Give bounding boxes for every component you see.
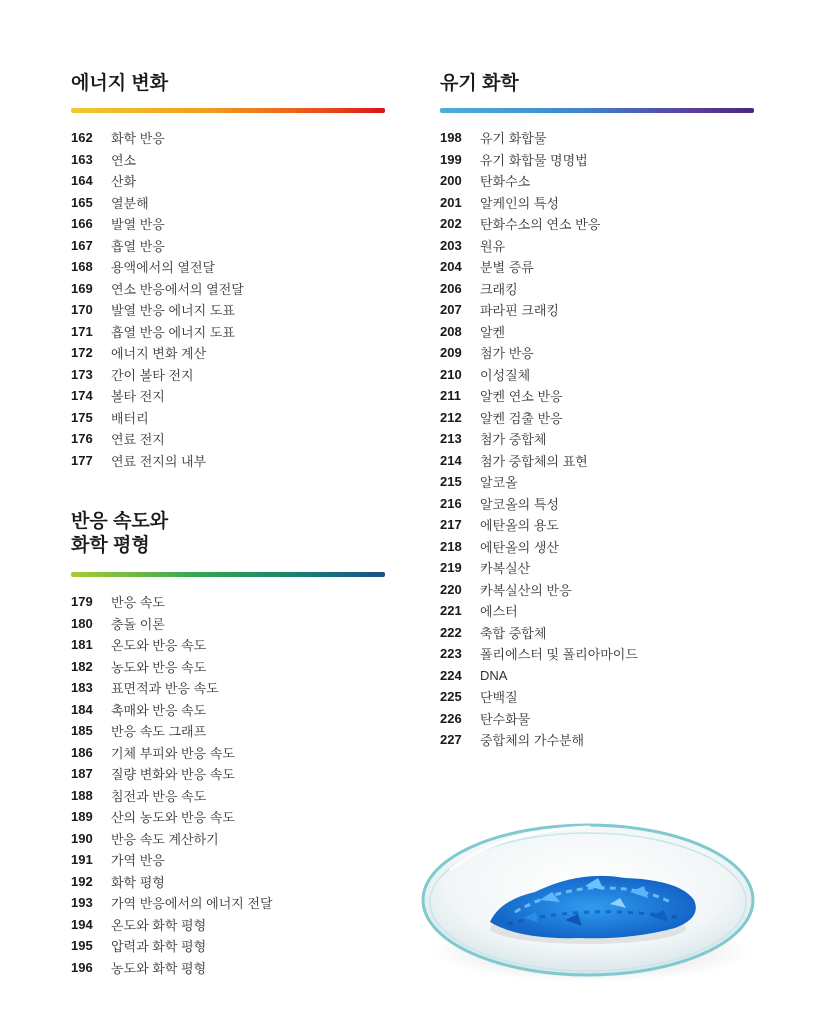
- toc-entry[interactable]: [71, 321, 385, 343]
- toc-entry[interactable]: [71, 450, 385, 472]
- entry-title: 용액에서의 열전달: [111, 260, 216, 276]
- page-number: 207: [440, 302, 462, 318]
- entry-title: 반응 속도 그래프: [111, 724, 207, 740]
- entry-title: 유기 화합물 명명법: [480, 152, 588, 168]
- entry-title: 알코올: [480, 475, 518, 491]
- page-number: 171: [71, 323, 93, 339]
- entry-title: 첨가 중합체의 표현: [480, 453, 588, 469]
- entry-title: 질량 변화와 반응 속도: [111, 767, 235, 783]
- page-number: 163: [71, 151, 93, 167]
- page-number: 202: [440, 216, 462, 232]
- page-number: 190: [71, 830, 93, 846]
- toc-entry[interactable]: [71, 407, 385, 429]
- page-number: 204: [440, 259, 462, 275]
- toc-entry[interactable]: [440, 213, 754, 235]
- toc-entry[interactable]: [440, 278, 754, 300]
- entry-title: 카복실산의 반응: [480, 582, 572, 598]
- toc-entry[interactable]: [440, 686, 754, 708]
- toc-list: [440, 127, 754, 751]
- page-number: 219: [440, 560, 462, 576]
- page-number: 165: [71, 194, 93, 210]
- entry-title: 파라핀 크래킹: [480, 303, 559, 319]
- toc-entry[interactable]: [440, 170, 754, 192]
- entry-title: 탄수화물: [480, 711, 531, 727]
- page-number: 223: [440, 646, 462, 662]
- entry-title: DNA: [480, 667, 508, 683]
- toc-entry[interactable]: [440, 149, 754, 171]
- page-number: 227: [440, 732, 462, 748]
- toc-entry[interactable]: [440, 579, 754, 601]
- page-number: 194: [71, 916, 93, 932]
- entry-title: 에탄올의 생산: [480, 539, 559, 555]
- toc-entry[interactable]: [440, 127, 754, 149]
- entry-title: 분별 증류: [480, 260, 534, 276]
- toc-entry[interactable]: [440, 364, 754, 386]
- entry-title: 충돌 이론: [111, 616, 165, 632]
- toc-entry[interactable]: [440, 643, 754, 665]
- page-number: 217: [440, 517, 462, 533]
- toc-entry[interactable]: [71, 364, 385, 386]
- page-number: 201: [440, 194, 462, 210]
- entry-title: 에스터: [480, 604, 518, 620]
- toc-entry[interactable]: [440, 385, 754, 407]
- section-title: 반응 속도와 화학 평형: [71, 511, 169, 556]
- toc-entry[interactable]: [71, 935, 385, 957]
- toc-entry[interactable]: [71, 235, 385, 257]
- page-number: 170: [71, 302, 93, 318]
- toc-entry[interactable]: [71, 192, 385, 214]
- page-number: 208: [440, 323, 462, 339]
- page-number: 215: [440, 474, 462, 490]
- toc-entry[interactable]: [440, 729, 754, 751]
- toc-entry[interactable]: [71, 127, 385, 149]
- entry-title: 산의 농도와 반응 속도: [111, 810, 235, 826]
- entry-title: 연소 반응에서의 열전달: [111, 281, 244, 297]
- page-number: 220: [440, 581, 462, 597]
- toc-entry[interactable]: [440, 665, 754, 687]
- page-number: 196: [71, 959, 93, 975]
- page-number: 191: [71, 852, 93, 868]
- entry-title: 단백질: [480, 690, 518, 706]
- toc-entry[interactable]: [71, 299, 385, 321]
- section-organic-chemistry: [440, 72, 754, 751]
- page-number: 184: [71, 701, 93, 717]
- page-number: 186: [71, 744, 93, 760]
- entry-title: 첨가 중합체: [480, 432, 547, 448]
- entry-title: 온도와 화학 평형: [111, 917, 207, 933]
- entry-title: 연료 전지의 내부: [111, 453, 207, 469]
- page-number: 168: [71, 259, 93, 275]
- toc-entry[interactable]: [440, 407, 754, 429]
- toc-entry[interactable]: [71, 656, 385, 678]
- section-title: 에너지 변화: [71, 73, 169, 94]
- page-number: 214: [440, 452, 462, 468]
- toc-entry[interactable]: [71, 342, 385, 364]
- toc-entry[interactable]: [71, 677, 385, 699]
- toc-entry[interactable]: [71, 385, 385, 407]
- page-number: 188: [71, 787, 93, 803]
- toc-entry[interactable]: [71, 170, 385, 192]
- entry-title: 흡열 반응 에너지 도표: [111, 324, 235, 340]
- entry-title: 폴리에스터 및 폴리아마이드: [480, 647, 638, 663]
- entry-title: 흡열 반응: [111, 238, 165, 254]
- page-number: 221: [440, 603, 462, 619]
- page-number: 224: [440, 667, 462, 683]
- page-number: 206: [440, 280, 462, 296]
- entry-title: 간이 볼타 전지: [111, 367, 194, 383]
- toc-entry[interactable]: [440, 450, 754, 472]
- page-number: 193: [71, 895, 93, 911]
- entry-title: 탄화수소: [480, 174, 531, 190]
- toc-entry[interactable]: [71, 720, 385, 742]
- entry-title: 가역 반응에서의 에너지 전달: [111, 896, 273, 912]
- page-number: 203: [440, 237, 462, 253]
- toc-entry[interactable]: [71, 256, 385, 278]
- toc-entry[interactable]: [71, 149, 385, 171]
- toc-entry[interactable]: [440, 471, 754, 493]
- toc-entry[interactable]: [440, 235, 754, 257]
- entry-title: 이성질체: [480, 367, 531, 383]
- toc-entry[interactable]: [440, 622, 754, 644]
- page-number: 173: [71, 366, 93, 382]
- entry-title: 농도와 화학 평형: [111, 960, 207, 976]
- entry-title: 알켄 검출 반응: [480, 410, 563, 426]
- entry-title: 열분해: [111, 195, 149, 211]
- toc-entry[interactable]: [71, 892, 385, 914]
- page-number: 166: [71, 216, 93, 232]
- toc-entry[interactable]: [71, 957, 385, 979]
- page-number: 192: [71, 873, 93, 889]
- entry-title: 촉매와 반응 속도: [111, 702, 207, 718]
- page-number: 213: [440, 431, 462, 447]
- toc-entry[interactable]: [71, 591, 385, 613]
- toc-entry[interactable]: [440, 299, 754, 321]
- page-number: 183: [71, 680, 93, 696]
- page-number: 175: [71, 409, 93, 425]
- page-number: 164: [71, 173, 93, 189]
- entry-title: 표면적과 반응 속도: [111, 681, 219, 697]
- entry-title: 기체 부피와 반응 속도: [111, 745, 235, 761]
- gradient-divider: [71, 572, 385, 577]
- entry-title: 반응 속도 계산하기: [111, 831, 219, 847]
- entry-title: 알켄: [480, 324, 506, 340]
- toc-entry[interactable]: [440, 708, 754, 730]
- toc-entry[interactable]: [440, 321, 754, 343]
- entry-title: 발열 반응 에너지 도표: [111, 303, 235, 319]
- page-number: 195: [71, 938, 93, 954]
- page-number: 180: [71, 615, 93, 631]
- gradient-divider: [440, 108, 754, 113]
- toc-entry[interactable]: [440, 514, 754, 536]
- watch-glass-illustration: [420, 800, 760, 990]
- page-number: 182: [71, 658, 93, 674]
- page-number: 172: [71, 345, 93, 361]
- page-number: 212: [440, 409, 462, 425]
- entry-title: 에탄올의 용도: [480, 518, 559, 534]
- page-number: 225: [440, 689, 462, 705]
- entry-title: 연료 전지: [111, 432, 165, 448]
- entry-title: 산화: [111, 174, 137, 190]
- page-number: 222: [440, 624, 462, 640]
- entry-title: 발열 반응: [111, 217, 165, 233]
- entry-title: 탄화수소의 연소 반응: [480, 217, 601, 233]
- entry-title: 연소: [111, 152, 137, 168]
- toc-list: [71, 591, 385, 978]
- toc-entry[interactable]: [71, 806, 385, 828]
- page-number: 189: [71, 809, 93, 825]
- entry-title: 중합체의 가수분해: [480, 733, 585, 749]
- entry-title: 크래킹: [480, 281, 518, 297]
- page-number: 200: [440, 173, 462, 189]
- toc-entry[interactable]: [71, 634, 385, 656]
- page-number: 177: [71, 452, 93, 468]
- toc-entry[interactable]: [71, 278, 385, 300]
- page-number: 226: [440, 710, 462, 726]
- page-number: 187: [71, 766, 93, 782]
- entry-title: 가역 반응: [111, 853, 165, 869]
- page-number: 176: [71, 431, 93, 447]
- entry-title: 압력과 화학 평형: [111, 939, 207, 955]
- page-number: 198: [440, 130, 462, 146]
- page-number: 211: [440, 388, 461, 404]
- toc-list: [71, 127, 385, 471]
- page-number: 181: [71, 637, 93, 653]
- toc-entry[interactable]: [440, 600, 754, 622]
- toc-entry[interactable]: [440, 342, 754, 364]
- page-number: 169: [71, 280, 93, 296]
- entry-title: 볼타 전지: [111, 389, 165, 405]
- page-number: 210: [440, 366, 462, 382]
- page-number: 218: [440, 538, 462, 554]
- page-number: 185: [71, 723, 93, 739]
- toc-entry[interactable]: [71, 613, 385, 635]
- toc-entry[interactable]: [440, 557, 754, 579]
- toc-entry[interactable]: [440, 493, 754, 515]
- toc-entry[interactable]: [440, 428, 754, 450]
- entry-title: 침전과 반응 속도: [111, 788, 207, 804]
- page-number: 216: [440, 495, 462, 511]
- entry-title: 유기 화합물: [480, 131, 547, 147]
- entry-title: 반응 속도: [111, 595, 165, 611]
- entry-title: 첨가 반응: [480, 346, 534, 362]
- entry-title: 축합 중합체: [480, 625, 547, 641]
- gradient-divider: [71, 108, 385, 113]
- entry-title: 온도와 반응 속도: [111, 638, 207, 654]
- page-number: 179: [71, 594, 93, 610]
- toc-entry[interactable]: [71, 742, 385, 764]
- section-title: 유기 화학: [440, 73, 519, 94]
- toc-entry[interactable]: [71, 699, 385, 721]
- page-number: 199: [440, 151, 462, 167]
- toc-entry[interactable]: [440, 192, 754, 214]
- toc-entry[interactable]: [440, 536, 754, 558]
- entry-title: 배터리: [111, 410, 149, 426]
- page-number: 174: [71, 388, 93, 404]
- page-number: 167: [71, 237, 93, 253]
- entry-title: 원유: [480, 238, 506, 254]
- entry-title: 카복실산: [480, 561, 531, 577]
- toc-entry[interactable]: [71, 213, 385, 235]
- toc-entry[interactable]: [71, 428, 385, 450]
- entry-title: 알코올의 특성: [480, 496, 559, 512]
- page-number: 209: [440, 345, 462, 361]
- entry-title: 화학 반응: [111, 131, 165, 147]
- entry-title: 화학 평형: [111, 874, 165, 890]
- toc-entry[interactable]: [71, 763, 385, 785]
- section-energy-change: [71, 72, 385, 471]
- toc-entry[interactable]: [71, 871, 385, 893]
- entry-title: 알켄 연소 반응: [480, 389, 563, 405]
- toc-entry[interactable]: [71, 785, 385, 807]
- toc-entry[interactable]: [71, 914, 385, 936]
- toc-entry[interactable]: [440, 256, 754, 278]
- entry-title: 알케인의 특성: [480, 195, 559, 211]
- toc-entry[interactable]: [71, 828, 385, 850]
- entry-title: 농도와 반응 속도: [111, 659, 207, 675]
- toc-entry[interactable]: [71, 849, 385, 871]
- watch-glass-crystals-image: [420, 800, 760, 990]
- page-number: 162: [71, 130, 93, 146]
- section-reaction-rates: [71, 510, 385, 978]
- entry-title: 에너지 변화 계산: [111, 346, 207, 362]
